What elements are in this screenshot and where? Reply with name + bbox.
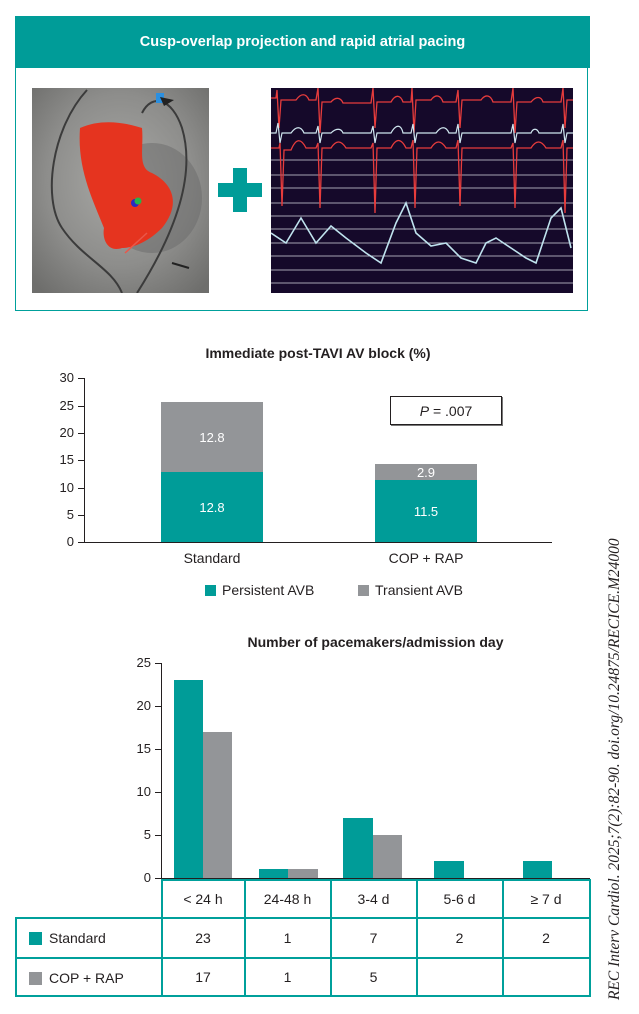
table-row-label-coprap: COP + RAP [29, 970, 124, 986]
table-cell [503, 958, 589, 995]
chart1-title: Immediate post-TAVI AV block (%) [205, 345, 431, 361]
chart1-x-axis [84, 542, 552, 543]
bar-coprap-transient [375, 464, 477, 480]
chart1-ytick: 0 [66, 534, 74, 549]
table-cell: 23 [195, 929, 211, 946]
chart1-y-axis [84, 378, 85, 543]
chart2-ytick: 20 [136, 698, 151, 713]
ecg-monitor-image [271, 88, 573, 293]
chart1-ytick: 10 [59, 480, 74, 495]
bar-ge7d-standard [523, 861, 552, 878]
table-cell: 1 [283, 929, 292, 946]
table-header-3-4d: 3-4 d [357, 890, 390, 907]
bar-coprap-persistent [375, 480, 477, 542]
chart2-ytick: 10 [136, 784, 151, 799]
bar-3-4d-standard [343, 818, 373, 878]
table-row-label-standard: Standard [29, 930, 106, 946]
table-cell: 7 [369, 929, 378, 946]
p-label: P [419, 402, 430, 419]
plus-icon [218, 168, 262, 212]
legend-transient: Transient AVB [358, 582, 463, 598]
p-value-box [390, 396, 502, 425]
bar-value: 12.8 [199, 499, 225, 515]
table-header-24-48h: 24-48 h [263, 890, 312, 907]
table-cell: 2 [455, 929, 464, 946]
table-header-lt24h: < 24 h [183, 890, 223, 907]
chart2-title: Number of pacemakers/admission day [247, 634, 504, 650]
citation-doi: REC Interv Cardiol. 2025;7(2):82-90. doi.org/10.24875/RECICE.M24000 [606, 538, 623, 1000]
bar-value: 12.8 [199, 429, 225, 445]
legend-swatch-teal [205, 585, 216, 596]
bar-lt24h-coprap [203, 732, 232, 878]
bar-value: 11.5 [413, 503, 439, 519]
table-cell: 2 [542, 929, 550, 946]
chart1-ytick: 20 [59, 425, 74, 440]
panel-title: Cusp-overlap projection and rapid atrial pacing [15, 16, 590, 68]
legend-persistent: Persistent AVB [205, 582, 314, 598]
x-label-standard: Standard [183, 550, 241, 566]
bar-24-48h-coprap [288, 869, 318, 878]
x-label-coprap: COP + RAP [388, 550, 464, 566]
legend-swatch-gray [358, 585, 369, 596]
table-cell: 5 [369, 968, 378, 985]
bar-value: 2.9 [416, 464, 436, 480]
chart2-ytick: 15 [136, 741, 151, 756]
chart2-ytick: 25 [136, 655, 151, 670]
bar-5-6d-standard [434, 861, 464, 878]
bar-24-48h-standard [259, 869, 288, 878]
table-cell [417, 958, 502, 995]
p-value: = .007 [429, 402, 473, 419]
bar-3-4d-coprap [373, 835, 402, 878]
chart1-ytick: 5 [66, 507, 74, 522]
chart1-ytick: 25 [59, 398, 74, 413]
fluoroscopy-image [32, 88, 209, 293]
bar-standard-persistent [161, 472, 263, 542]
table-header-5-6d: 5-6 d [443, 890, 476, 907]
chart1-ytick: 15 [59, 452, 74, 467]
table-header-ge7d: ≥ 7 d [530, 890, 562, 907]
legend-swatch-gray [29, 972, 42, 985]
chart2-ytick: 0 [143, 870, 151, 885]
bar-standard-transient [161, 402, 263, 472]
chart1-ytick: 30 [59, 370, 74, 385]
chart2-y-axis [161, 663, 162, 879]
table-cell: 1 [283, 968, 292, 985]
bar-lt24h-standard [174, 680, 203, 878]
legend-swatch-teal [29, 932, 42, 945]
chart2-ytick: 5 [143, 827, 151, 842]
table-cell: 17 [195, 968, 211, 985]
